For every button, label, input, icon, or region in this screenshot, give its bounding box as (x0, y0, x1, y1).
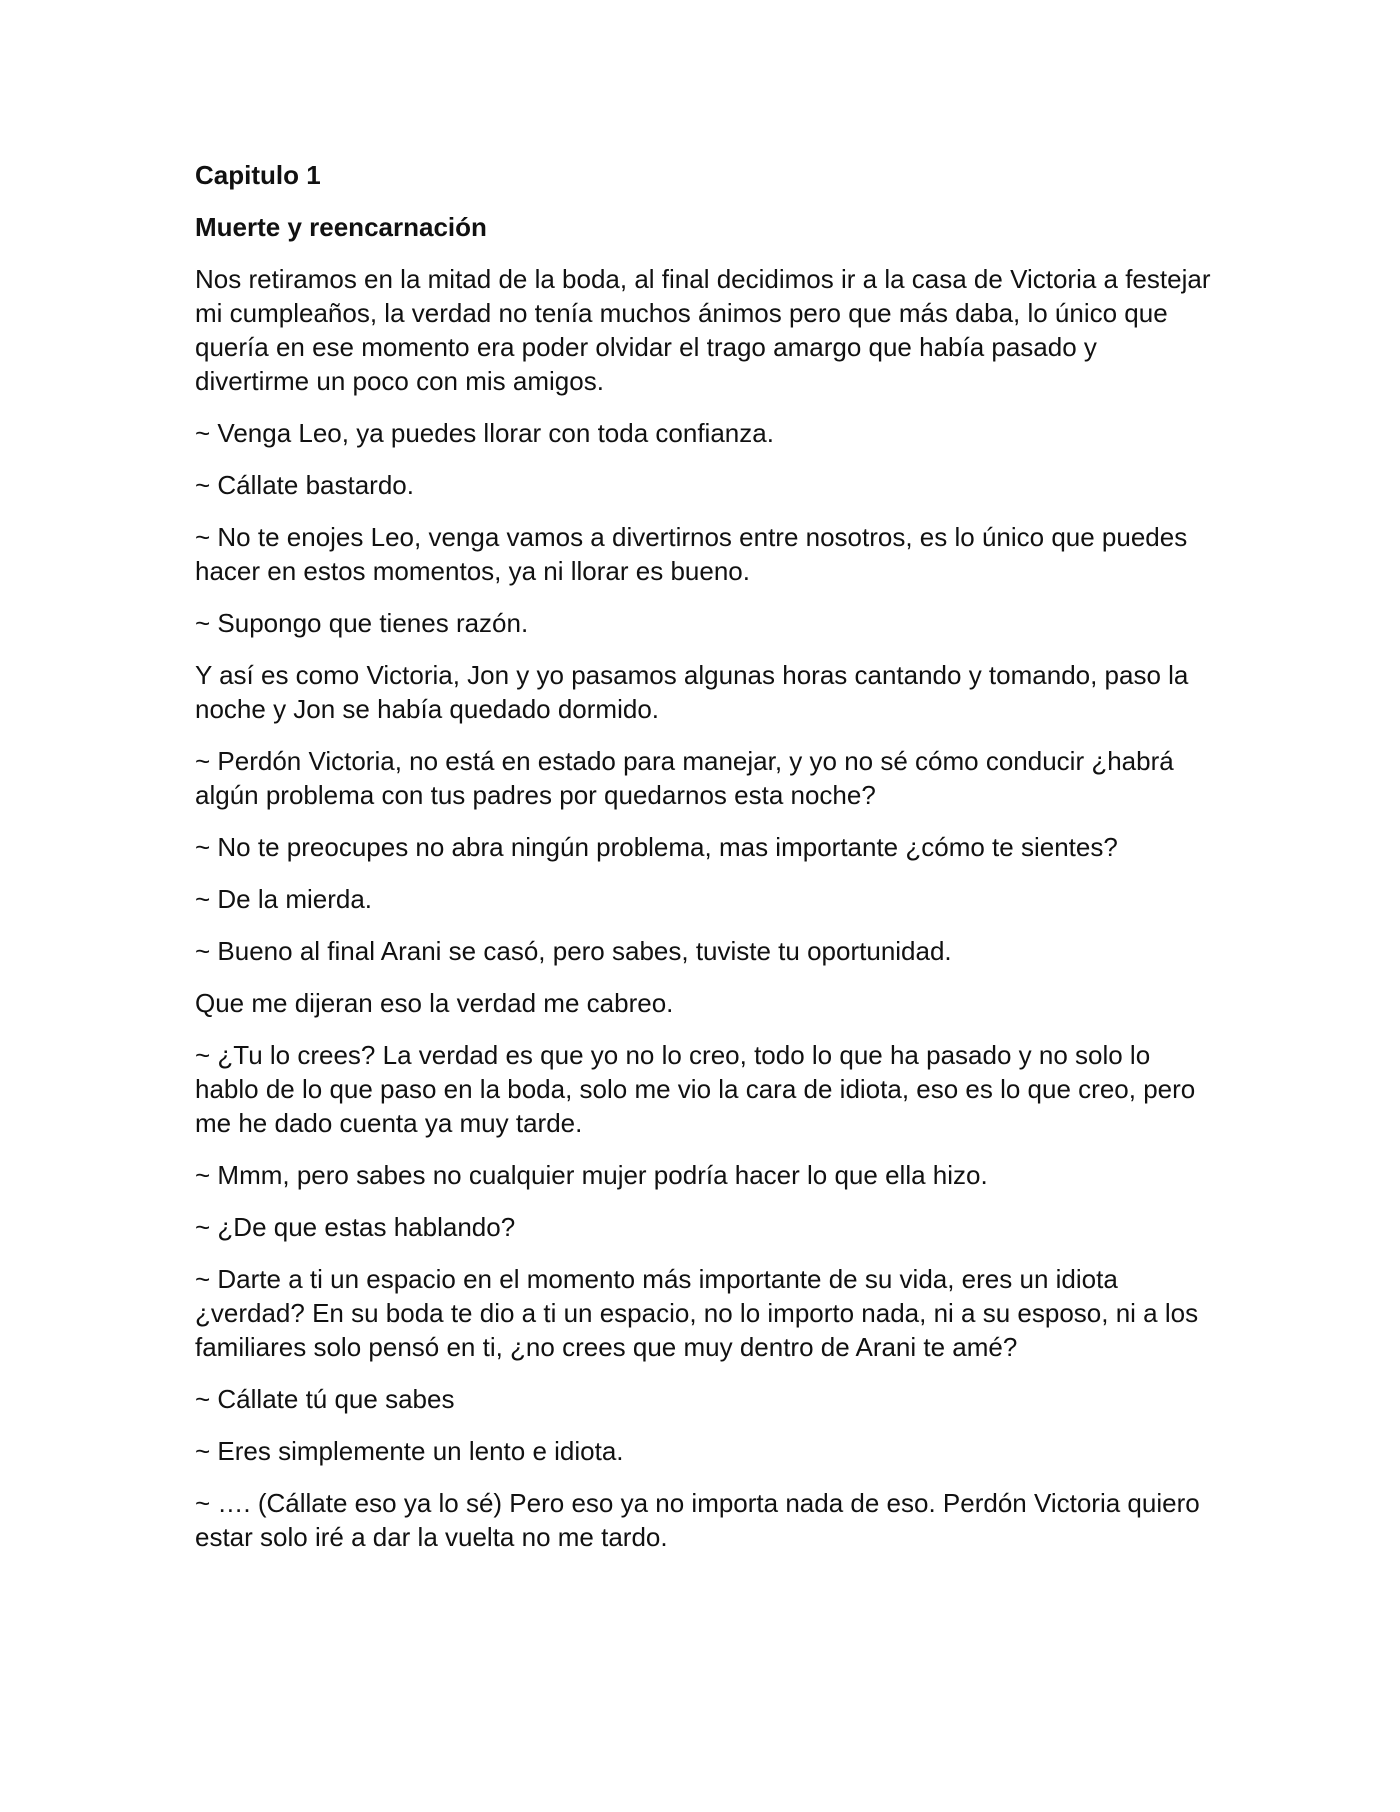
paragraph: ~ Bueno al final Arani se casó, pero sabes, tuviste tu oportunidad. (195, 936, 952, 966)
paragraph: ~ …. (Cállate eso ya lo sé) Pero eso ya no importa nada de eso. Perdón Victoria quiero estar solo iré a dar la vuelta no me tardo. (195, 1488, 1200, 1552)
paragraph: ~ ¿De que estas hablando? (195, 1212, 516, 1242)
paragraph: ~ Mmm, pero sabes no cualquier mujer podría hacer lo que ella hizo. (195, 1160, 988, 1190)
paragraph: ~ Darte a ti un espacio en el momento más importante de su vida, eres un idiota ¿verdad? En su boda te dio a ti un espacio, no lo importo nada, ni a su esposo, ni a los familiares solo pensó en ti, ¿no crees que muy dentro de Arani te amé? (195, 1264, 1199, 1362)
chapter-subtitle: Muerte y reencarnación (195, 212, 487, 242)
paragraph: ~ Cállate bastardo. (195, 470, 414, 500)
paragraph: ~ Cállate tú que sabes (195, 1384, 455, 1414)
chapter-title: Capitulo 1 (195, 160, 321, 190)
paragraph: ~ Perdón Victoria, no está en estado para manejar, y yo no sé cómo conducir ¿habrá algún problema con tus padres por quedarnos esta noche? (195, 746, 1174, 810)
paragraph: ~ Eres simplemente un lento e idiota. (195, 1436, 624, 1466)
paragraph: ~ Venga Leo, ya puedes llorar con toda confianza. (195, 418, 774, 448)
paragraph: Y así es como Victoria, Jon y yo pasamos algunas horas cantando y tomando, paso la noche y Jon se había quedado dormido. (195, 660, 1189, 724)
paragraph: ~ De la mierda. (195, 884, 373, 914)
paragraph: Que me dijeran eso la verdad me cabreo. (195, 988, 674, 1018)
paragraph: ~ No te preocupes no abra ningún problema, mas importante ¿cómo te sientes? (195, 832, 1118, 862)
document-page (195, 158, 1215, 1572)
paragraph: ~ No te enojes Leo, venga vamos a divertirnos entre nosotros, es lo único que puedes hacer en estos momentos, ya ni llorar es bueno. (195, 522, 1188, 586)
paragraph: ~ ¿Tu lo crees? La verdad es que yo no lo creo, todo lo que ha pasado y no solo lo hablo de lo que paso en la boda, solo me vio la cara de idiota, eso es lo que creo, pero me he dado cuenta ya muy tarde. (195, 1040, 1196, 1138)
paragraph: ~ Supongo que tienes razón. (195, 608, 529, 638)
paragraph: Nos retiramos en la mitad de la boda, al final decidimos ir a la casa de Victoria a festejar mi cumpleaños, la verdad no tenía muchos ánimos pero que más daba, lo único que quería en ese momento era poder olvidar el trago amargo que había pasado y divertirme un poco con mis amigos. (195, 264, 1211, 396)
body-text (195, 262, 1215, 1554)
